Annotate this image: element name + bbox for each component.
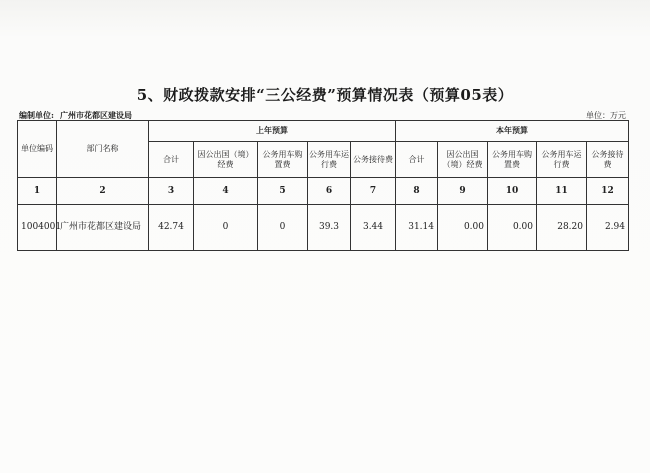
cell-dept-name: 广州市花都区建设局: [57, 205, 149, 251]
header-prev-vehicle-operation: 公务用车运行费: [308, 142, 351, 178]
table-row: [18, 205, 629, 251]
cell-prev-vehicle-purchase: 0: [258, 205, 308, 251]
header-prev-reception: 公务接待费: [351, 142, 396, 178]
column-number: 11: [537, 178, 587, 205]
header-curr-vehicle-operation: 公务用车运行费: [537, 142, 587, 178]
cell-prev-reception: 3.44: [351, 205, 396, 251]
column-number: 8: [396, 178, 438, 205]
header-prev-abroad: 因公出国（境）经费: [194, 142, 258, 178]
cell-curr-vehicle-operation: 28.20: [537, 205, 587, 251]
column-number: 3: [149, 178, 194, 205]
column-number: 12: [587, 178, 629, 205]
cell-unit-code: 1004001: [18, 205, 57, 251]
cell-prev-vehicle-operation: 39.3: [308, 205, 351, 251]
header-prev-total: 合计: [149, 142, 194, 178]
column-number: 9: [438, 178, 488, 205]
cell-curr-vehicle-purchase: 0.00: [488, 205, 537, 251]
header-curr-reception: 公务接待费: [587, 142, 629, 178]
column-number: 10: [488, 178, 537, 205]
header-unit-code: 单位编码: [18, 121, 57, 178]
column-number-row: [18, 178, 629, 205]
currency-unit: 单位：万元: [586, 111, 626, 120]
column-number: 1: [18, 178, 57, 205]
page-title: 5、财政拨款安排“三公经费”预算情况表（预算05表）: [136, 86, 514, 104]
column-number: 4: [194, 178, 258, 205]
header-row-group: [18, 121, 629, 142]
header-prev-budget: 上年预算: [149, 121, 396, 142]
header-curr-abroad: 因公出国（境）经费: [438, 142, 488, 178]
column-number: 6: [308, 178, 351, 205]
cell-prev-total: 42.74: [149, 205, 194, 251]
cell-curr-reception: 2.94: [587, 205, 629, 251]
column-number: 5: [258, 178, 308, 205]
three-public-expenses-table: [17, 120, 629, 251]
column-number: 2: [57, 178, 149, 205]
column-number: 7: [351, 178, 396, 205]
header-curr-total: 合计: [396, 142, 438, 178]
header-curr-budget: 本年预算: [396, 121, 629, 142]
compiling-unit-name: 广州市花都区建设局: [59, 110, 132, 120]
header-dept-name: 部门名称: [57, 121, 149, 178]
cell-curr-total: 31.14: [396, 205, 438, 251]
header-prev-vehicle-purchase: 公务用车购置费: [258, 142, 308, 178]
cell-prev-abroad: 0: [194, 205, 258, 251]
compiling-unit-label: 编制单位:: [19, 110, 54, 120]
header-curr-vehicle-purchase: 公务用车购置费: [488, 142, 537, 178]
cell-curr-abroad: 0.00: [438, 205, 488, 251]
